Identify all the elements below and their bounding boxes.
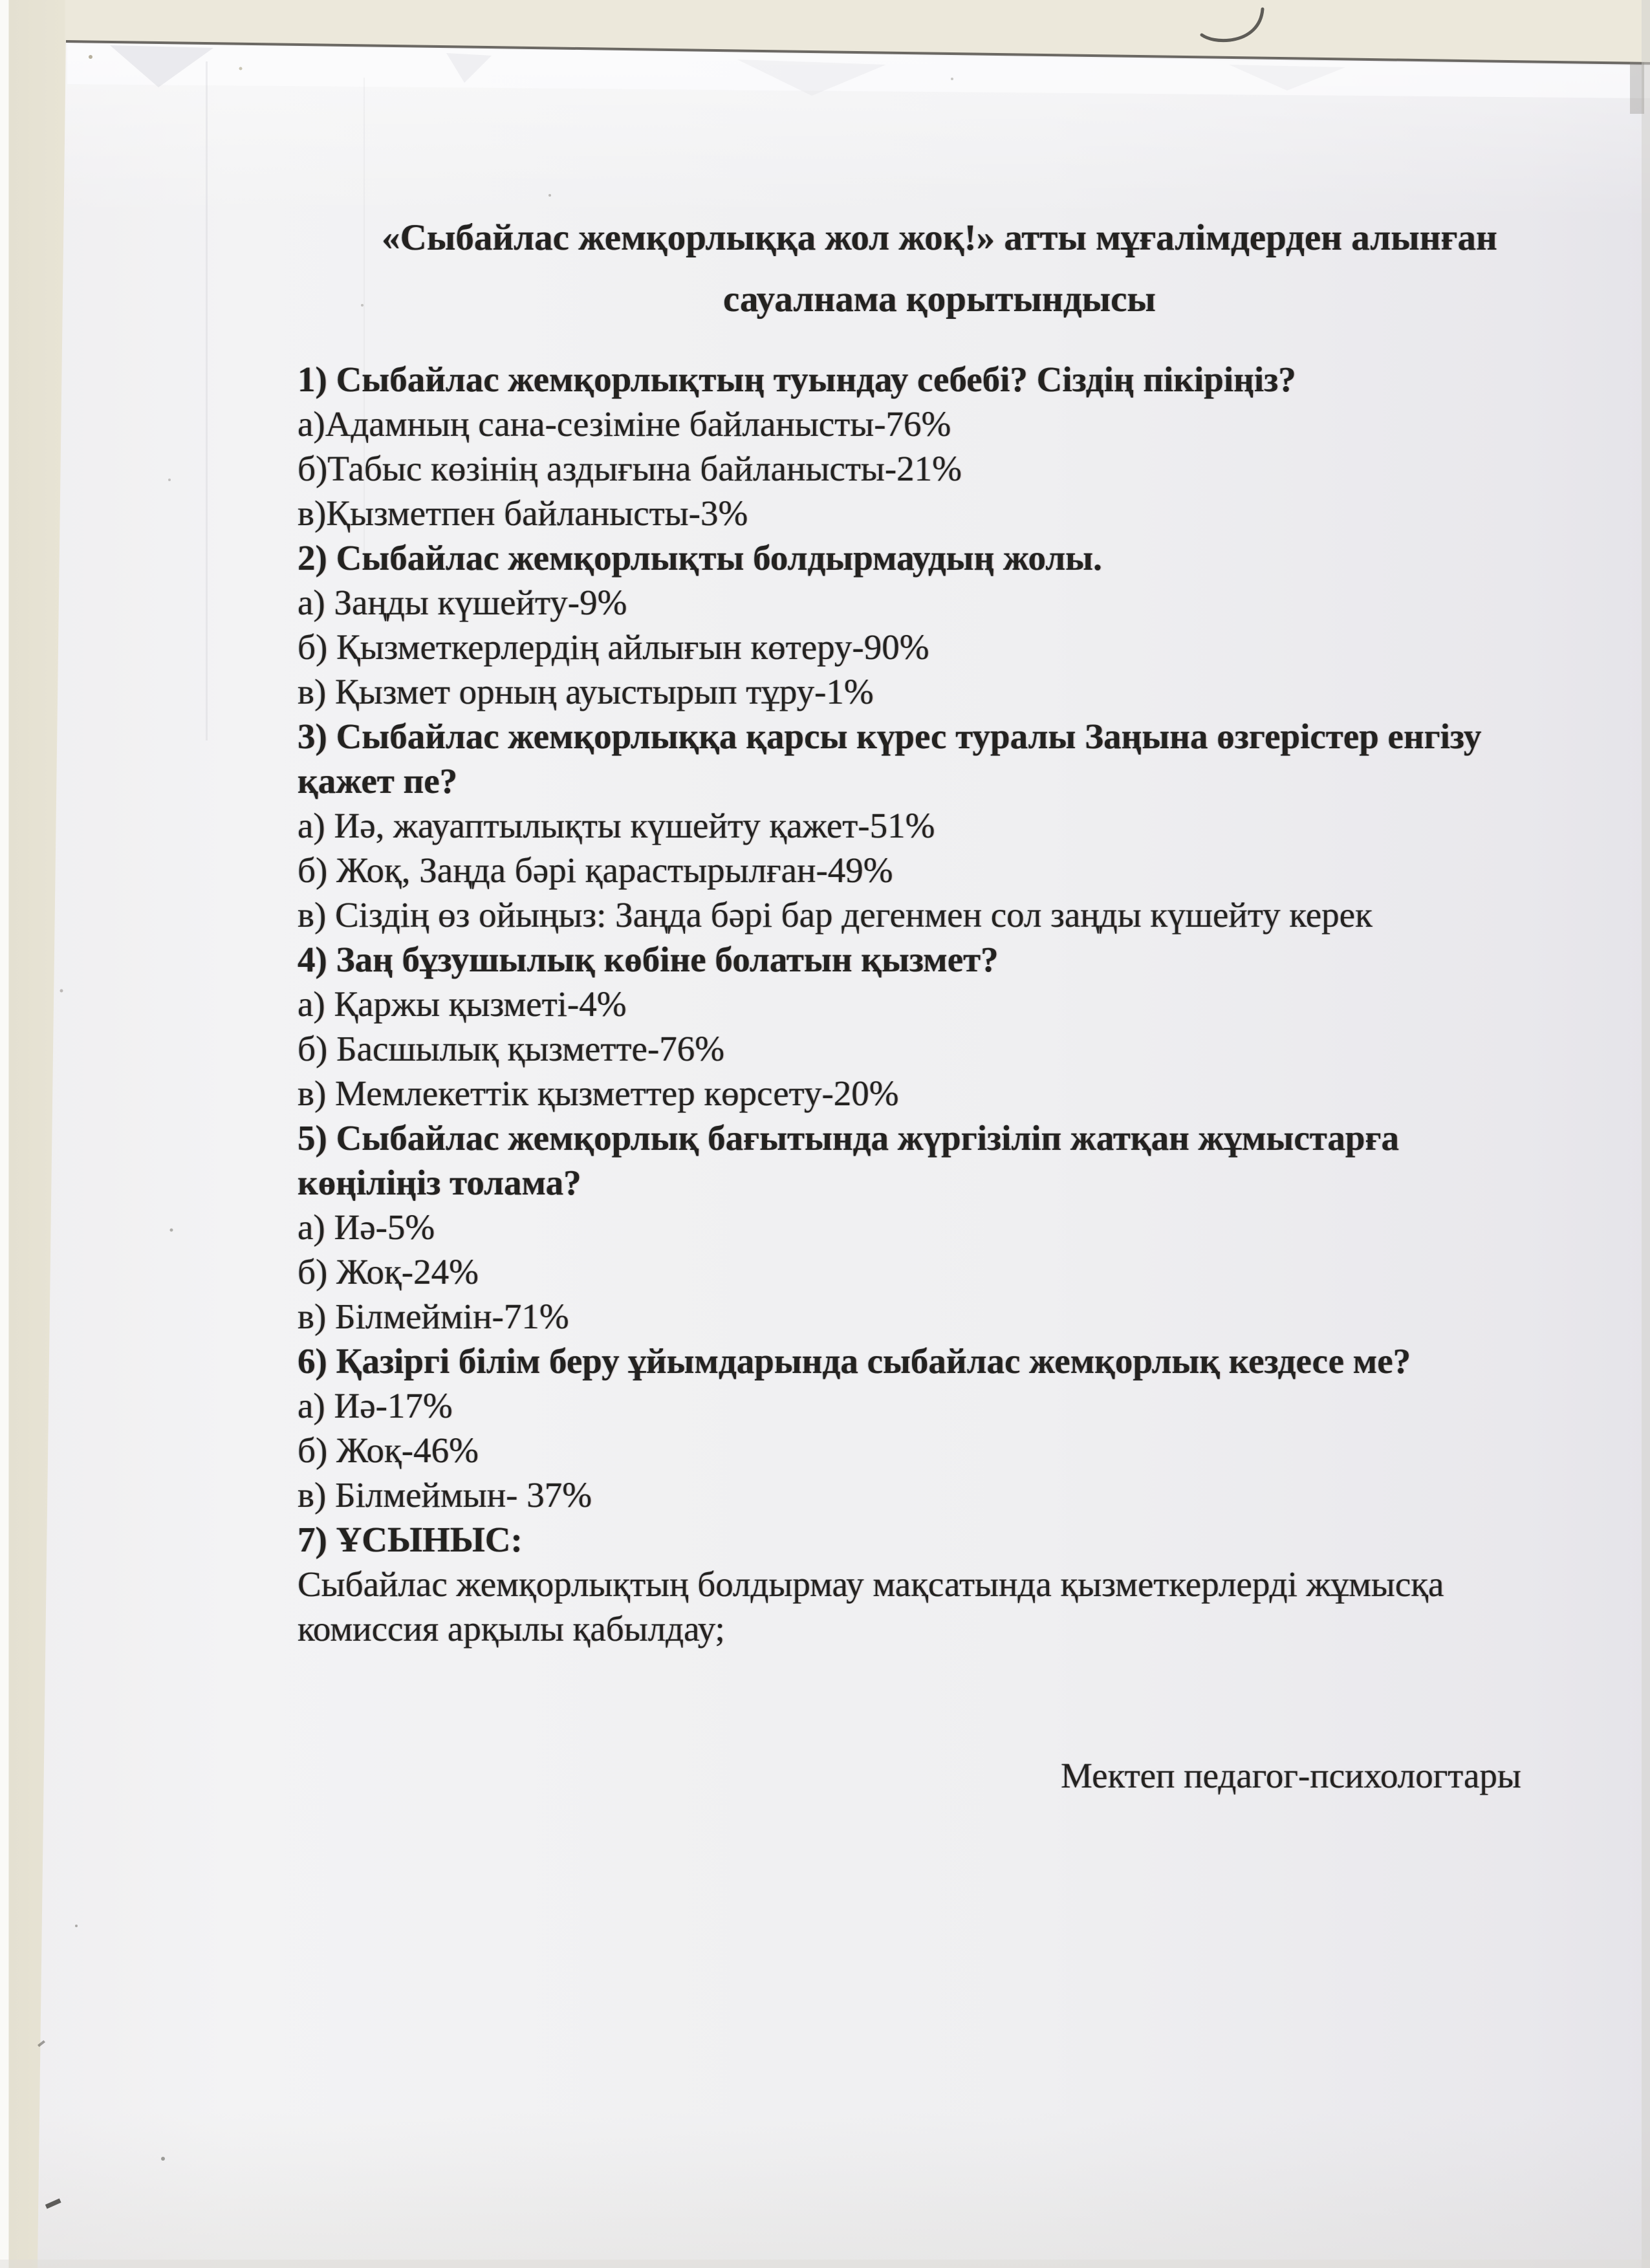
answer-option-line: а) Иә-17%: [298, 1386, 453, 1425]
question-line: 5) Сыбайлас жемқорлық бағытында жүргізіліп жатқан жұмыстарға: [298, 1118, 1399, 1158]
question-line: 6) Қазіргі білім беру ұйымдарында сыбайлас жемқорлық кездесе ме?: [298, 1341, 1411, 1381]
answer-option-line: комиссия арқылы қабылдау;: [298, 1609, 725, 1648]
answer-option-line: б)Табыс көзінің аздығына байланысты-21%: [298, 449, 962, 488]
answer-option-line: в) Мемлекеттік қызметтер көрсету-20%: [298, 1074, 899, 1113]
answer-option-line: а) Иә, жауаптылықты күшейту қажет-51%: [298, 806, 935, 845]
signature-line: Мектеп педагог-психологтары: [1061, 1756, 1521, 1795]
answer-option-line: в)Қызметпен байланысты-3%: [298, 493, 748, 533]
document-title-line: «Сыбайлас жемқорлыққа жол жоқ!» атты мұғалімдерден алынған: [382, 217, 1497, 258]
answer-option-line: б) Жоқ, Заңда бәрі қарастырылған-49%: [298, 850, 893, 890]
answer-option-line: в) Білмеймын- 37%: [298, 1475, 592, 1515]
answer-option-line: б) Жоқ-46%: [298, 1431, 479, 1470]
answer-option-line: в) Сіздің өз ойыңыз: Заңда бәрі бар дегенмен сол заңды күшейту керек: [298, 895, 1373, 934]
answer-option-line: а) Иә-5%: [298, 1207, 435, 1247]
answer-option-line: а) Заңды күшейту-9%: [298, 583, 627, 622]
document-title: [298, 207, 1581, 330]
question-line: 3) Сыбайлас жемқорлыққа қарсы күрес туралы Заңына өзгерістер енгізу: [298, 717, 1482, 756]
answer-option-line: а) Қаржы қызметі-4%: [298, 984, 627, 1024]
question-line: 4) Заң бұзушылық көбіне болатын қызмет?: [298, 940, 999, 979]
answer-option-line: б) Жоқ-24%: [298, 1252, 479, 1291]
answer-option-line: а)Адамның сана-сезіміне байланысты-76%: [298, 404, 951, 444]
answer-option-line: в) Қызмет орның ауыстырып тұру-1%: [298, 672, 874, 711]
question-line: қажет пе?: [298, 761, 458, 801]
question-line: көңіліңіз толама?: [298, 1163, 581, 1202]
answer-option-line: б) Қызметкерлердің айлығын көтеру-90%: [298, 627, 929, 667]
survey-text-block: [298, 357, 1611, 1651]
answer-option-line: в) Білмеймін-71%: [298, 1297, 569, 1336]
question-line: 1) Сыбайлас жемқорлықтың туындау себебі? Сіздің пікіріңіз?: [298, 360, 1296, 399]
answer-option-line: б) Басшылық қызметте-76%: [298, 1029, 725, 1068]
question-line: 7) ҰСЫНЫС:: [298, 1520, 523, 1559]
document-title-line: сауалнама қорытындысы: [723, 279, 1156, 319]
question-line: 2) Сыбайлас жемқорлықты болдырмаудың жолы.: [298, 538, 1102, 578]
answer-option-line: Сыбайлас жемқорлықтың болдырмау мақсатында қызметкерлерді жұмысқа: [298, 1564, 1444, 1604]
